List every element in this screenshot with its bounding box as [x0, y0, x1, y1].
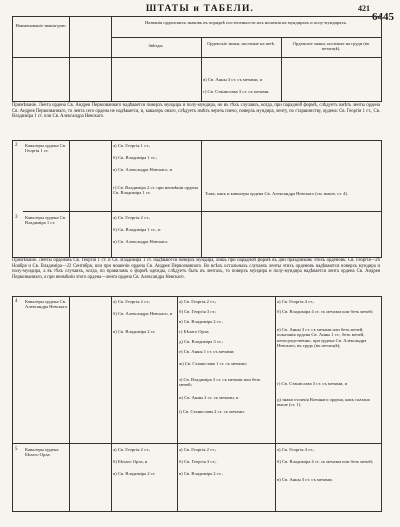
row-rank: Кавалеры ордена Св. Георгія 1 ст.	[25, 143, 67, 154]
row-number: 5	[15, 447, 18, 452]
row-neck: д) Св. Владиміра 3 ст.;	[179, 339, 223, 344]
row-neck: з) Св. Владиміра 3 ст. съ мечами или безъ мечей;	[179, 377, 261, 388]
row-star: б) Св. Владиміра 1 ст.;	[113, 155, 157, 160]
row-chest: б) Св. Владиміра 4 ст. съ мечами или безъ мечей;	[277, 459, 374, 464]
row-chest: в) Св. Анны 3 ст. съ мечами;	[277, 477, 333, 482]
row-star: г) Св. Владиміра 2 ст. при неимѣніи ордена Св. Владиміра 1 ст.	[113, 185, 198, 196]
row-neck: б) Св. Георгія 3 ст.;	[179, 459, 217, 464]
row-rank: Кавалеры ордена Бѣлаго Орла.	[25, 447, 59, 458]
table-row: г) Св. Станислава 3 ст. съ мечами.	[203, 89, 270, 94]
row-star: б) Св. Владиміра 1 ст., и	[113, 227, 161, 232]
table-row: в) Св. Анны 3 ст. съ мечами, и	[203, 77, 263, 82]
page-header-title: ШТАТЫ и ТАБЕЛИ.	[145, 4, 255, 14]
col-neck-header: Орденскіе знаки, носимые на шеѣ.	[207, 41, 275, 46]
row-star: в) Св. Владиміра 2 ст.	[113, 471, 156, 476]
row-neck: б) Св. Георгія 3 ст.;	[179, 309, 217, 314]
row-chest: д) знаки отличія Военнаго ордена, какъ сказано выше (ст. 1).	[277, 397, 371, 408]
row-number: 2	[15, 143, 18, 148]
row-neck: г) Бѣлаго Орла;	[179, 329, 210, 334]
row-neck: а) Св. Георгія 2 ст.;	[179, 299, 217, 304]
row-star: б) Бѣлаго Орла, и	[113, 459, 148, 464]
row-neck: и) Св. Анны 2 ст. съ мечами, и	[179, 395, 239, 400]
row-rank: Кавалеры ордена Св. Владиміра 1 ст.	[25, 215, 67, 226]
row-chest: б) Св. Владиміра 4 ст. съ мечами или безъ мечей;	[277, 309, 374, 314]
col-rank-header: Наименованіе званія-рою.	[15, 23, 67, 28]
row-star: в) Св. Александра Невскаго, и	[113, 167, 173, 172]
row-neck: е) Св. Анны 1 ст. съ мечами;	[179, 349, 235, 354]
row-neck: і) Св. Станислава 2 ст. съ мечами.	[179, 409, 245, 414]
row-neck: а) Св. Георгія 2 ст.;	[179, 447, 217, 452]
row-star: а) Св. Георгія 1 ст.;	[113, 143, 151, 148]
note-2: Примѣчаніе. Ленты орденовъ Св. Георгія 1 ст. и Св. Владиміра 1 ст. надѣваются поверхъ мундира, лишь при парадной формѣ въ дни праздниковъ этихъ орденовъ: Св. Георгія—26 Ноября и Св. Владиміра—22 Сентября, или при ношеніи ордена Св. Андрея Первозваннаго. Во всѣхъ остальныхъ случаяхъ ленты этихъ орденовъ надѣваются поверхъ мундира и полу-мундира, а въ тѣхъ случаяхъ, когда, по правиламъ о формѣ одежды, слѣдуетъ быть въ лентахъ, то поверхъ мундира и полу-мундира надѣвается лента ордена Св. Андрея Первозваннаго, а при неимѣніи этого ордена—лента ордена Св. Александра Невскаго.	[12, 258, 380, 280]
row-star: а) Св. Георгія 2 ст.;	[113, 299, 151, 304]
col-stars-header: Звѣзды.	[148, 43, 164, 48]
col-chest-header: Орденскіе знаки, носимые на груди (въ петлицѣ).	[292, 41, 370, 52]
row-chest: г) Св. Станислава 3 ст. съ мечами, и	[277, 381, 348, 386]
row-chest: в) Св. Анны 3 ст. съ мечами или безъ мечей, показанія ордена Св. Анны 1 ст., безъ мечей, непосредственно, при ордена Св. Александра Невскаго, въ грудь (въ петлицѣ);	[277, 327, 367, 349]
row-chest: а) Св. Георгія 4 ст.;	[277, 299, 315, 304]
note-1: Примѣчаніе. Лента ордена Св. Андрея Первозваннаго надѣвается поверхъ мундира и полу-мундира, но въ тѣхъ случаяхъ, когда, при парадной формѣ, слѣдуетъ имѣть ленты ордена Св. Андрея Первозваннаго, то лента сего ордена не надѣвается, и, кавалеръ онаго, слѣдуетъ имѣть черезъ плечо, поверхъ мундира, ленту, по старшинству, ордена: Св. Георгія 1 ст., Св. Владиміра 1 ст. или Св. Александра Невскаго.	[12, 103, 380, 120]
row-star: б) Св. Александра Невскаго, и	[113, 311, 173, 316]
page-stamp: 6445	[372, 11, 394, 23]
table-top	[12, 16, 382, 102]
row-number: 4	[15, 299, 18, 304]
page-number: 421	[358, 4, 370, 13]
row-star: а) Св. Георгія 2 ст.;	[113, 215, 151, 220]
row-rank: Кавалеры ордена Св. Александра Невскаго.	[25, 299, 69, 310]
table-middle	[12, 140, 382, 258]
row-neck: в) Св. Владиміра 2 ст.;	[179, 471, 223, 476]
row-star: в) Св. Владиміра 2 ст.	[113, 329, 156, 334]
table-bottom	[12, 296, 382, 512]
col-group-header: Названія орденскихъ знаковъ въ порядкѣ постепенности ихъ ношенія на мундирахъ и полу-мундирахъ.	[144, 20, 347, 25]
row-chest: а) Св. Георгія 4 ст.;	[277, 447, 315, 452]
row-number: 3	[15, 215, 18, 220]
row-neck-chest: Тоже, какъ и кавалеры ордена Св. Александра Невскаго (см. выше, ст. 4).	[205, 191, 348, 196]
row-star: а) Св. Георгія 2 ст.;	[113, 447, 151, 452]
row-star: в) Св. Александра Невскаго.	[113, 239, 169, 244]
row-neck: в) Св. Владиміра 2 ст.;	[179, 319, 223, 324]
row-neck: ж) Св. Станислава 1 ст. съ мечами;	[179, 361, 247, 366]
